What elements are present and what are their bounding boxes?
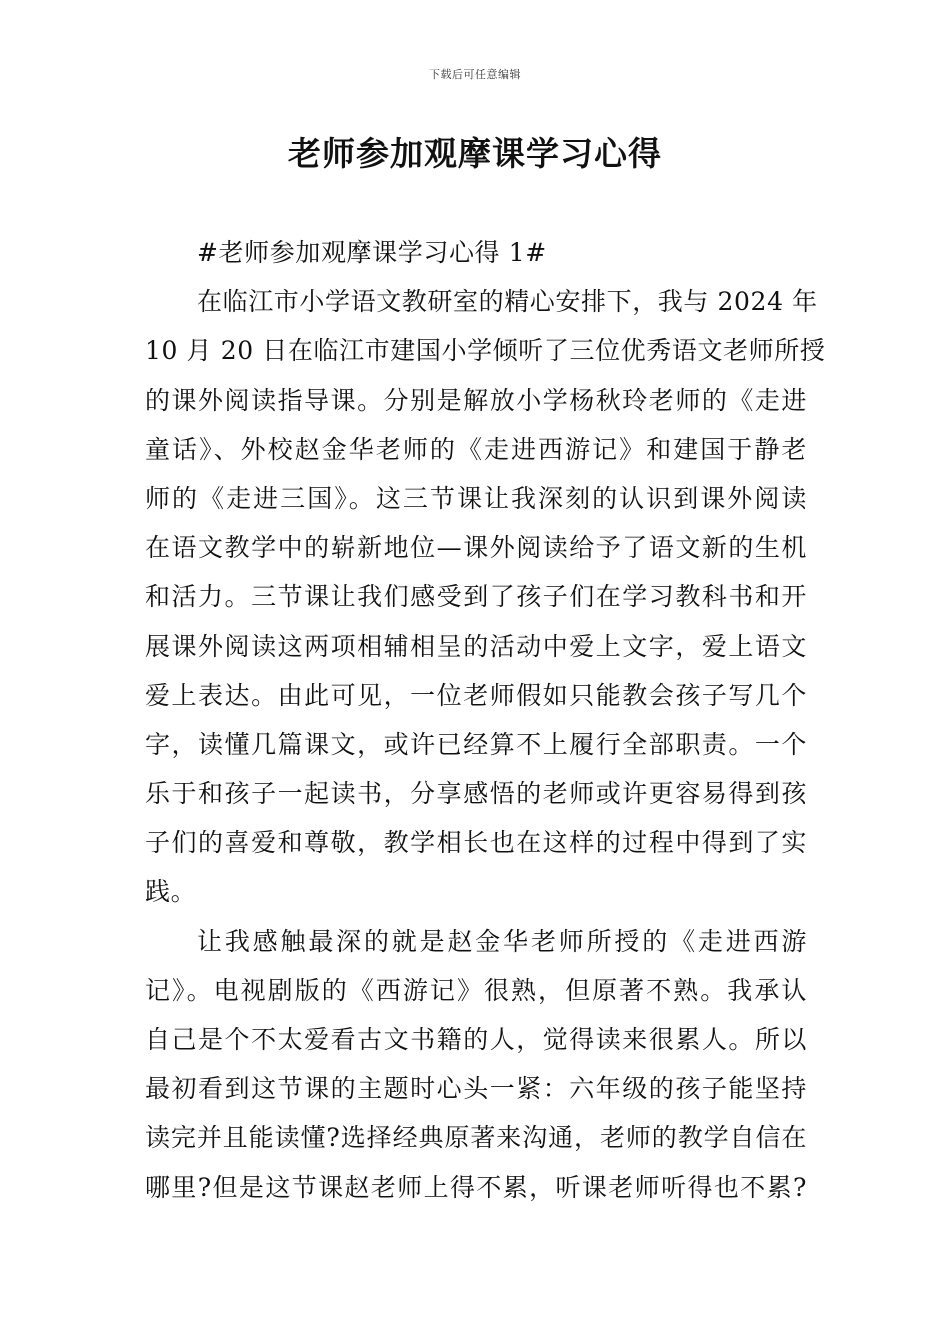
paragraph-1	[145, 277, 826, 916]
paragraph-line: 爱上表达。由此可见，一位老师假如只能教会孩子写几个	[145, 680, 807, 710]
paragraph-line: 字，读懂几篇课文，或许已经算不上履行全部职责。一个	[145, 729, 807, 759]
paragraph-line: 记》。电视剧版的《西游记》很熟，但原著不熟。我承认	[145, 975, 807, 1005]
paragraph-line: 的课外阅读指导课。分别是解放小学杨秋玲老师的《走进	[145, 385, 807, 415]
document-body	[145, 228, 826, 1212]
paragraph-line: 10 月 20 日在临江市建国小学倾听了三位优秀语文老师所授	[145, 336, 826, 366]
section-heading: #老师参加观摩课学习心得 1#	[197, 238, 547, 267]
paragraph-2	[145, 917, 807, 1212]
paragraph-line: 子们的喜爱和尊敬，教学相长也在这样的过程中得到了实	[145, 828, 807, 858]
paragraph-line: 乐于和孩子一起读书，分享感悟的老师或许更容易得到孩	[145, 779, 807, 809]
paragraph-line: 在语文教学中的崭新地位—课外阅读给予了语文新的生机	[145, 533, 807, 563]
paragraph-line: 最初看到这节课的主题时心头一紧：六年级的孩子能坚持	[145, 1074, 807, 1104]
paragraph-line: 和活力。三节课让我们感受到了孩子们在学习教科书和开	[145, 582, 807, 612]
document-title: 老师参加观摩课学习心得	[288, 134, 662, 173]
paragraph-line: 践。	[145, 877, 197, 907]
paragraph-line: 展课外阅读这两项相辅相呈的活动中爱上文字，爱上语文	[145, 631, 807, 661]
paragraph-line: 在临江市小学语文教研室的精心安排下，我与 2024 年	[197, 287, 818, 317]
paragraph-line: 自己是个不太爱看古文书籍的人，觉得读来很累人。所以	[145, 1025, 807, 1054]
paragraph-line: 哪里?但是这节课赵老师上得不累，听课老师听得也不累?	[145, 1172, 807, 1202]
paragraph-line: 童话》、外校赵金华老师的《走进西游记》和建国于静老	[145, 434, 807, 464]
paragraph-line: 让我感触最深的就是赵金华老师所授的《走进西游	[197, 926, 807, 956]
header-note: 下载后可任意编辑	[429, 68, 521, 81]
paragraph-line: 师的《走进三国》。这三节课让我深刻的认识到课外阅读	[145, 483, 807, 513]
paragraph-line: 读完并且能读懂?选择经典原著来沟通，老师的教学自信在	[145, 1123, 807, 1153]
